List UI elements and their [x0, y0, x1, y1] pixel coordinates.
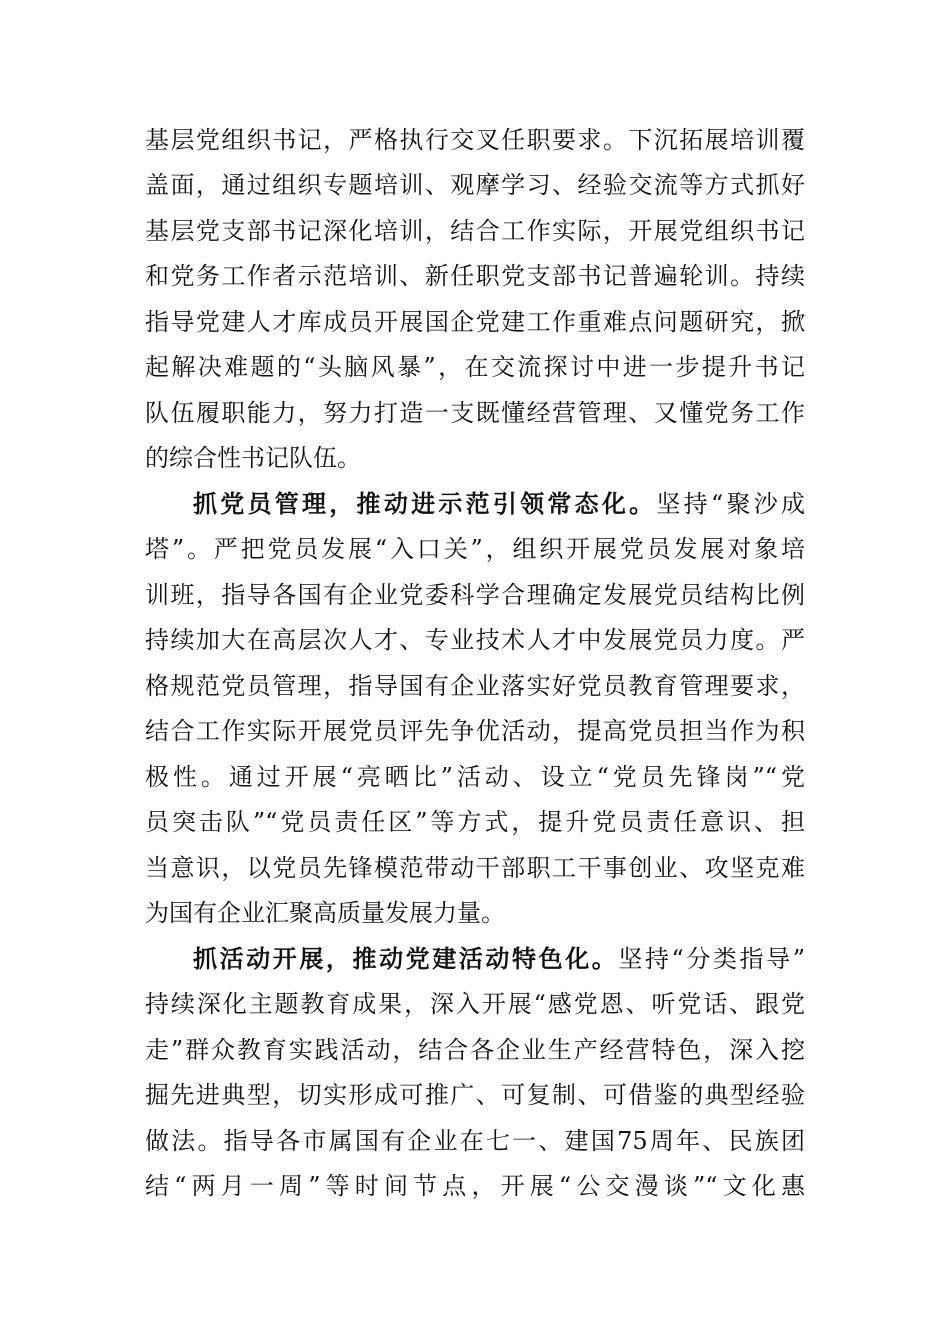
paragraph-2-line-10: 为国有企业汇聚高质量发展力量。: [145, 899, 505, 927]
paragraph-3-line-2: 持续深化主题教育成果，深入开展“感党恩、听党话、跟党: [145, 990, 805, 1018]
paragraph-3-line-3: 走”群众教育实践活动，结合各企业生产经营特色，深入挖: [145, 1036, 805, 1064]
paragraph-2-line-2: 塔”。严把党员发展“入口关”，组织开展党员发展对象培: [145, 535, 805, 563]
paragraph-2-line-6: 结合工作实际开展党员评先争优活动，提高党员担当作为积: [145, 717, 805, 745]
paragraph-1-line-2: 盖面，通过组织专题培训、观摩学习、经验交流等方式抓好: [145, 171, 805, 199]
paragraph-2-first-line-rest: 坚持“聚沙成: [656, 490, 805, 518]
paragraph-2-line-5: 格规范党员管理，指导国有企业落实好党员教育管理要求，: [145, 672, 805, 700]
paragraph-1-line-5: 指导党建人才库成员开展国企党建工作重难点问题研究，掀: [145, 308, 805, 336]
paragraph-3-line-6: 结“两月一周”等时间节点，开展“公交漫谈”“文化惠: [145, 1172, 805, 1200]
paragraph-3-first-line-rest: 坚持“分类指导”: [618, 945, 805, 973]
paragraph-2-first-line: [193, 484, 805, 524]
paragraph-1-line-8: 的综合性书记队伍。: [145, 444, 361, 472]
paragraph-1-line-1: 基层党组织书记，严格执行交叉任职要求。下沉拓展培训覆: [145, 126, 805, 154]
paragraph-3-first-line: [193, 939, 805, 979]
paragraph-3-line-5: 做法。指导各市属国有企业在七一、建国75周年、民族团: [145, 1127, 805, 1155]
paragraph-2-line-9: 当意识，以党员先锋模范带动干部职工干事创业、攻坚克难: [145, 854, 805, 882]
paragraph-2-heading: 抓党员管理，推动进示范引领常态化。: [193, 489, 657, 518]
paragraph-2-line-4: 持续加大在高层次人才、专业技术人才中发展党员力度。严: [145, 626, 805, 654]
paragraph-2-line-3: 训班，指导各国有企业党委科学合理确定发展党员结构比例: [145, 581, 805, 609]
paragraph-1-line-6: 起解决难题的“头脑风暴”，在交流探讨中进一步提升书记: [145, 353, 805, 381]
paragraph-3-line-4: 掘先进典型，切实形成可推广、可复制、可借鉴的典型经验: [145, 1081, 805, 1109]
paragraph-3-heading: 抓活动开展，推动党建活动特色化。: [193, 944, 619, 973]
paragraph-2-line-8: 员突击队”“党员责任区”等方式，提升党员责任意识、担: [145, 808, 805, 836]
paragraph-1-line-3: 基层党支部书记深化培训，结合工作实际，开展党组织书记: [145, 217, 805, 245]
paragraph-1-line-7: 队伍履职能力，努力打造一支既懂经营管理、又懂党务工作: [145, 399, 805, 427]
paragraph-1-line-4: 和党务工作者示范培训、新任职党支部书记普遍轮训。持续: [145, 262, 805, 290]
paragraph-2-line-7: 极性。通过开展“亮晒比”活动、设立“党员先锋岗”“党: [145, 763, 805, 791]
